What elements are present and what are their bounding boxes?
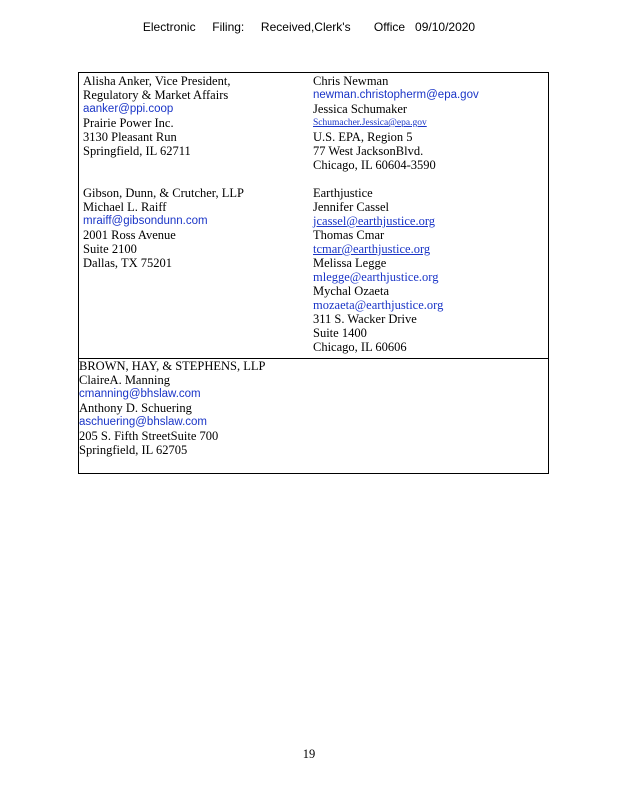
email-link[interactable]: cmanning@bhslaw.com: [79, 388, 201, 400]
address-line: 205 S. Fifth StreetSuite 700: [79, 429, 219, 443]
firm-name: Gibson, Dunn, & Crutcher, LLP: [83, 186, 244, 200]
contact-name-line: Jennifer Cassel: [313, 200, 390, 214]
address-line: Springfield, IL 62711: [83, 144, 191, 158]
address-line: 311 S. Wacker Drive: [313, 312, 417, 326]
org-name: Earthjustice: [313, 186, 373, 200]
contact-name-line: Thomas Cmar: [313, 228, 385, 242]
address-line: Dallas, TX 75201: [83, 256, 172, 270]
service-list-bottom-box: [78, 358, 549, 474]
contact-block-gibson-dunn: [83, 186, 244, 270]
address-line: Prairie Power Inc.: [83, 116, 174, 130]
email-link[interactable]: newman.christopherm@epa.gov: [313, 89, 479, 101]
address-line: Suite 1400: [313, 326, 367, 340]
contact-block-prairie-power: [83, 74, 244, 158]
address-line: Springfield, IL 62705: [79, 443, 188, 457]
address-line: U.S. EPA, Region 5: [313, 130, 413, 144]
email-link[interactable]: tcmar@earthjustice.org: [313, 242, 431, 256]
email-link[interactable]: mraiff@gibsondunn.com: [83, 215, 208, 227]
email-link[interactable]: mlegge@earthjustice.org: [313, 270, 439, 284]
address-line: 3130 Pleasant Run: [83, 130, 177, 144]
address-line: 2001 Ross Avenue: [83, 228, 176, 242]
contact-block-epa: [313, 74, 479, 172]
email-link[interactable]: mozaeta@earthjustice.org: [313, 298, 444, 312]
contact-name-line: Melissa Legge: [313, 256, 387, 270]
service-list-left-column: [83, 74, 244, 270]
contact-block-brown-hay: [79, 359, 266, 457]
address-line: Chicago, IL 60604-3590: [313, 158, 436, 172]
email-link[interactable]: aanker@ppi.coop: [83, 103, 174, 115]
email-link[interactable]: jcassel@earthjustice.org: [313, 214, 436, 228]
address-line: Chicago, IL 60606: [313, 340, 407, 354]
service-list-right-column: [313, 74, 479, 354]
address-line: 77 West JacksonBlvd.: [313, 144, 424, 158]
page-number: 19: [302, 747, 316, 761]
contact-name-line: Michael L. Raiff: [83, 200, 167, 214]
contact-name-line: Mychal Ozaeta: [313, 284, 390, 298]
contact-name-line: ClaireA. Manning: [79, 373, 170, 387]
email-link[interactable]: aschuering@bhslaw.com: [79, 416, 208, 428]
contact-block-earthjustice: [313, 186, 479, 354]
firm-name: BROWN, HAY, & STEPHENS, LLP: [79, 359, 266, 373]
service-list-top-box: [78, 72, 549, 359]
contact-title-line: Regulatory & Market Affairs: [83, 88, 229, 102]
address-line: Suite 2100: [83, 242, 137, 256]
filing-header: Electronic Filing: Received,Clerk's Office 09/10/2020: [142, 20, 476, 34]
email-link[interactable]: Schumacher.Jessica@epa.gov: [313, 118, 427, 128]
contact-name-line: Jessica Schumaker: [313, 102, 408, 116]
contact-name-line: Chris Newman: [313, 74, 389, 88]
contact-name-line: Alisha Anker, Vice President,: [83, 74, 231, 88]
contact-name-line: Anthony D. Schuering: [79, 401, 192, 415]
